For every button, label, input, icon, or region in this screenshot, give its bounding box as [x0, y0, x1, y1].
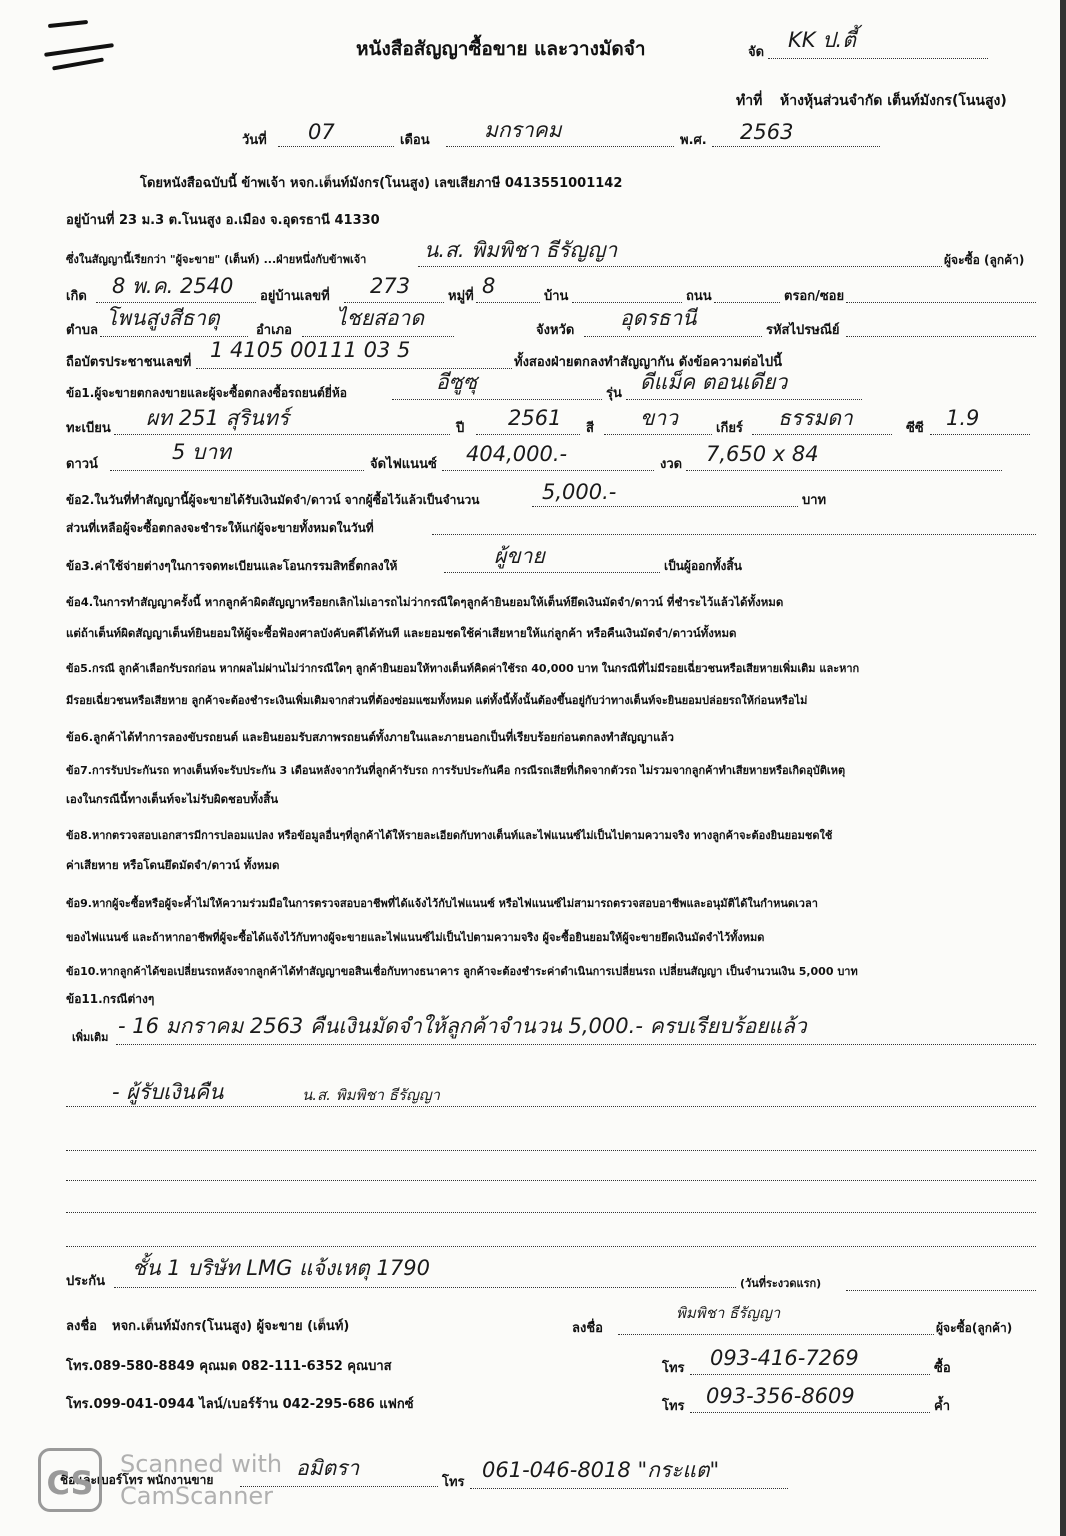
agree-text: ทั้งสองฝ่ายตกลงทำสัญญากัน ดังข้อความต่อไปนี้ — [514, 355, 782, 370]
extra-line-5 — [66, 1212, 1036, 1213]
reg-line — [114, 434, 450, 435]
watermark-line-1: Scanned with — [120, 1450, 283, 1478]
extra-note-2b: น.ส. พิมพิชา ธีรัญญา — [302, 1086, 440, 1104]
id-line — [196, 368, 512, 369]
install-label: งวด — [660, 457, 683, 472]
camscanner-logo: CS — [38, 1448, 102, 1512]
buyer-tel-line — [690, 1374, 930, 1375]
guarantor-tel-line — [690, 1412, 930, 1413]
month-label: เดือน — [400, 133, 430, 148]
year-label: พ.ศ. — [680, 133, 707, 148]
down-label: ดาวน์ — [66, 457, 98, 472]
insurance-note: (วันที่ระงวดแรก) — [740, 1277, 822, 1290]
gear-label: เกียร์ — [716, 421, 743, 436]
model-line — [626, 399, 862, 400]
date-day: 07 — [308, 120, 335, 144]
province-value: อุดรธานี — [620, 306, 697, 330]
insurance-line — [114, 1287, 736, 1288]
born-line — [96, 302, 256, 303]
pen-mark — [48, 20, 88, 28]
buyer-tel-label: โทร — [662, 1361, 685, 1376]
car-cc: 1.9 — [946, 406, 980, 430]
road-label: ถนน — [686, 289, 712, 304]
clause-9a: ข้อ9.หากผู้จะซื้อหรือผู้จะค้ำไม่ให้ความร่วมมือในการตรวจสอบอาชีพที่ได้แจ้งไว้กับไฟแนนซ์ หรือไฟแนนซ์ไม่สามารถตรวจสอบอาชีพและอนุมัติได้ในกำหนดเวลา — [66, 897, 818, 910]
extra-label: เพิ่มเติม — [72, 1031, 109, 1044]
c2-amount-line — [532, 506, 798, 507]
insurance-value: ชั้น 1 บริษัท LMG แจ้งเหตุ 1790 — [132, 1256, 430, 1280]
guarantor-tag: ค้ำ — [934, 1399, 950, 1414]
province-label: จังหวัด — [536, 323, 575, 338]
clause-2a: ข้อ2.ในวันที่ทำสัญญานี้ผู้จะขายได้รับเงินมัดจำ/ดาวน์ จากผู้ซื้อไว้แล้วเป็นจำนวน — [66, 493, 480, 507]
clause-10: ข้อ10.หากลูกค้าได้ขอเปลี่ยนรถหลังจากลูกค้าได้ทำสัญญาขอสินเชื่อกับทางธนาคาร ลูกค้าจะต้องชำระค่าดำเนินการเปลี่ยนรถ เปลี่ยนสัญญา เป็นจำนวนเงิน 5,000 บาท — [66, 965, 858, 978]
cc-line — [930, 434, 1030, 435]
extra-line-1 — [116, 1044, 1036, 1045]
staff-phone: 061-046-8018 "กระแต" — [482, 1458, 720, 1482]
file-line — [768, 58, 988, 59]
buyer-sign-label: ลงชื่อ — [572, 1321, 603, 1336]
place-value: ห้างหุ้นส่วนจำกัด เต็นท์มังกร(โนนสูง) — [780, 93, 1007, 109]
date-year: 2563 — [740, 120, 794, 144]
intro-line2: อยู่บ้านที่ 23 ม.3 ต.โนนสูง อ.เมือง จ.อุดรธานี 41330 — [66, 213, 380, 228]
house-value: 273 — [370, 274, 411, 298]
clause-1: ข้อ1.ผู้จะขายตกลงขายและผู้จะซื้อตกลงซื้อรถยนต์ยี่ห้อ — [66, 386, 347, 400]
moo-line — [476, 302, 540, 303]
district-line — [302, 336, 454, 337]
date-label: วันที่ — [242, 133, 267, 148]
born-label: เกิด — [66, 289, 87, 304]
extra-line-4 — [66, 1180, 1036, 1181]
car-year: 2561 — [508, 406, 562, 430]
postal-label: รหัสไปรษณีย์ — [766, 323, 840, 338]
document-title: หนังสือสัญญาซื้อขาย และวางมัดจำ — [356, 38, 646, 60]
moo-label: หมู่ที่ — [448, 289, 474, 304]
seller-phone-2: โทร.099-041-0944 ไลน์/เบอร์ร้าน 042-295-686 แฟกซ์ — [66, 1397, 414, 1412]
clause-8b: ค่าเสียหาย หรือโดนยึดมัดจำ/ดาวน์ ทั้งหมด — [66, 858, 280, 872]
car-brand: อีซูซุ — [436, 370, 478, 394]
soi-line — [846, 302, 1036, 303]
date-month: มกราคม — [484, 118, 562, 142]
district-label: อำเภอ — [256, 323, 292, 338]
month-line — [446, 146, 674, 147]
pen-mark — [52, 58, 104, 71]
guarantor-phone: 093-356-8609 — [706, 1384, 855, 1408]
finance-label: จัดไฟแนนซ์ — [370, 457, 437, 472]
car-gear: ธรรมดา — [778, 406, 853, 430]
id-value: 1 4105 00111 03 5 — [210, 338, 411, 362]
gear-line — [752, 434, 892, 435]
postal-line — [846, 336, 1036, 337]
brand-line — [392, 399, 602, 400]
clause-4b: แต่ถ้าเต็นท์ผิดสัญญาเต็นท์ยินยอมให้ผู้จะซื้อฟ้องศาลบังคับคดีได้ทันที และยอมชดใช้ค่าเสียหายให้แก่ลูกค้า หรือคืนเงินมัดจำ/ดาวน์ทั้งหมด — [66, 626, 737, 640]
id-label: ถือบัตรประชาชนเลขที่ — [66, 355, 192, 370]
village-line — [572, 302, 682, 303]
install-line — [686, 470, 1002, 471]
house-label: อยู่บ้านเลขที่ — [260, 289, 330, 304]
staff-tel-label: โทร — [442, 1475, 465, 1490]
car-reg: ผท 251 สุรินทร์ — [146, 406, 290, 430]
road-line — [714, 302, 780, 303]
seller-call: ซึ่งในสัญญานี้เรียกว่า "ผู้จะขาย" (เต็นท์) ...ฝ่ายหนึ่งกับข้าพเจ้า — [66, 253, 367, 266]
clause-11: ข้อ11.กรณีต่างๆ — [66, 992, 155, 1006]
c3-line — [444, 572, 660, 573]
buyer-role: ผู้จะซื้อ (ลูกค้า) — [944, 253, 1025, 267]
clause-2b: ส่วนที่เหลือผู้จะซื้อตกลงจะชำระให้แก่ผู้จะขายทั้งหมดในวันที่ — [66, 521, 374, 535]
clause-4a: ข้อ4.ในการทำสัญญาครั้งนี้ หากลูกค้าผิดสัญญาหรือยกเลิกไม่เอารถไม่ว่ากรณีใดๆลูกค้ายินยอมให้เต็นท์ยึดเงินมัดจำ/ดาวน์ ที่ชำระไว้แล้วได้ทั้งหมด — [66, 595, 784, 609]
clause-3a: ข้อ3.ค่าใช้จ่ายต่างๆในการจดทะเบียนและโอนกรรมสิทธิ์ตกลงให้ — [66, 559, 398, 573]
province-line — [584, 336, 762, 337]
clause-6: ข้อ6.ลูกค้าได้ทำการลองขับรถยนต์ และยินยอมรับสภาพรถยนต์ทั้งภายในและภายนอกเป็นที่เรียบร้อยก่อนตกลงทำสัญญาแล้ว — [66, 730, 674, 744]
seller-sign: หจก.เต็นท์มังกร(โนนสูง) ผู้จะขาย (เต็นท์) — [112, 1319, 350, 1334]
buyer-name: น.ส. พิมพิชา ธีรัญญา — [424, 238, 618, 262]
page-edge — [1060, 0, 1066, 1536]
village-label: บ้าน — [544, 289, 569, 304]
car-model: ดีแม็ค ตอนเดียว — [640, 370, 788, 394]
house-line — [344, 302, 444, 303]
watermark-line-2: CamScanner — [120, 1482, 274, 1510]
buyer-sign-line — [618, 1334, 934, 1335]
staff-tel-line — [470, 1488, 788, 1489]
reg-label: ทะเบียน — [66, 421, 111, 436]
born-value: 8 พ.ค. 2540 — [112, 274, 234, 298]
extra-line-3 — [66, 1150, 1036, 1151]
year-field-label: ปี — [456, 421, 465, 436]
clause-5a: ข้อ5.กรณี ลูกค้าเลือกรับรถก่อน หากผลไม่ผ่านไม่ว่ากรณีใดๆ ลูกค้ายินยอมให้ทางเต็นท์คิดค่าใช้รถ 40,000 บาท ในกรณีที่ไม่มีรอยเฉี่ยวชนหรือเสียหายเพิ่มเติม และหาก — [66, 662, 860, 675]
file-label: จัด — [748, 45, 765, 60]
intro-line1: โดยหนังสือฉบับนี้ ข้าพเจ้า หจก.เต็นท์มังกร(โนนสูง) เลขเสียภาษี 0413551001142 — [140, 176, 623, 191]
extra-note-1: - 16 มกราคม 2563 คืนเงินมัดจำให้ลูกค้าจำนวน 5,000.- ครบเรียบร้อยแล้ว — [118, 1014, 807, 1038]
car-color: ขาว — [640, 406, 678, 430]
model-label: รุ่น — [606, 386, 622, 401]
buyer-sign-role: ผู้จะซื้อ(ลูกค้า) — [936, 1321, 1013, 1335]
staff-name: อมิตรา — [296, 1456, 360, 1480]
c3-who: ผู้ขาย — [494, 544, 545, 568]
insurance-note-line — [846, 1290, 1036, 1291]
guarantor-tel-label: โทร — [662, 1399, 685, 1414]
car-finance: 404,000.- — [466, 442, 568, 466]
clause-7b: เองในกรณีนี้ทางเต็นท์จะไม่รับผิดชอบทั้งสิ้น — [66, 792, 279, 806]
buyer-phone: 093-416-7269 — [710, 1346, 859, 1370]
c2-unit: บาท — [802, 493, 827, 508]
buyer-tag: ซื้อ — [934, 1361, 951, 1376]
car-install: 7,650 x 84 — [706, 442, 819, 466]
extra-line-6 — [66, 1246, 1036, 1247]
clause-7a: ข้อ7.การรับประกันรถ ทางเต็นท์จะรับประกัน 3 เดือนหลังจากวันที่ลูกค้ารับรถ การรับประกันคือ กรณีรถเสียที่เกิดจากตัวรถ ไม่รวมจากลูกค้าทำเสียหายหรือเกิดอุบัติเหตุ — [66, 764, 846, 777]
seller-phone-1: โทร.089-580-8849 คุณมด 082-111-6352 คุณบาส — [66, 1359, 392, 1374]
finance-line — [442, 470, 654, 471]
scanner-watermark — [38, 1448, 308, 1514]
extra-line-2 — [66, 1106, 1036, 1107]
clause-5b: มีรอยเฉี่ยวชนหรือเสียหาย ลูกค้าจะต้องชำระเงินเพิ่มเติมจากส่วนที่ต้องซ่อมแซมทั้งหมด แต่ทั้งนี้ทั้งนั้นต้องขึ้นอยู่กับว่าทางเต็นท์จะยินยอมปล่อยรถให้ก่อนหรือไม่ — [66, 694, 808, 707]
date-line — [278, 146, 394, 147]
color-label: สี — [586, 421, 594, 436]
c2b-line — [432, 534, 1036, 535]
insurance-label: ประกัน — [66, 1274, 105, 1289]
extra-note-2a: - ผู้รับเงินคืน — [112, 1080, 224, 1104]
cc-label: ซีซี — [906, 421, 924, 436]
clause-9b: ของไฟแนนซ์ และถ้าหากอาชีพที่ผู้จะซื้อได้แจ้งไว้กับทางผู้จะขายและไฟแนนซ์ไม่เป็นไปตามความจริง ผู้จะซื้อยินยอมให้ผู้จะขายยึดเงินมัดจำไว้ทั้งหมด — [66, 931, 765, 944]
file-value: KK ป.ตี้ — [788, 28, 856, 52]
car-year-line — [476, 434, 580, 435]
buyer-name-line — [418, 266, 942, 267]
buyer-signature: พิมพิชา ธีรัญญา — [676, 1304, 781, 1322]
year-line — [712, 146, 880, 147]
subdistrict-label: ตำบล — [66, 323, 98, 338]
soi-label: ตรอก/ซอย — [784, 289, 845, 304]
seller-sign-label: ลงชื่อ — [66, 1319, 97, 1334]
subdistrict-line — [100, 336, 248, 337]
c2-amount: 5,000.- — [542, 480, 617, 504]
down-line — [110, 470, 364, 471]
staff-label: ชื่อและเบอร์โทร พนักงานขาย — [60, 1473, 214, 1487]
moo-value: 8 — [482, 274, 496, 298]
color-line — [604, 434, 712, 435]
clause-3b: เป็นผู้ออกทั้งสิ้น — [664, 559, 742, 573]
district-value: ไชยสอาด — [336, 306, 424, 330]
clause-8a: ข้อ8.หากตรวจสอบเอกสารมีการปลอมแปลง หรือข้อมูลอื่นๆที่ลูกค้าได้ให้รายละเอียดกับทางเต็นท์และไฟแนนซ์ไม่เป็นไปตามความจริง ทางลูกค้าจะต้องยินยอมชดใช้ — [66, 829, 833, 842]
place-label: ทำที่ — [736, 93, 763, 109]
car-down: 5 บาท — [172, 440, 232, 464]
pen-mark — [44, 43, 114, 57]
subdistrict-value: โพนสูงสีธาตุ — [106, 306, 220, 330]
